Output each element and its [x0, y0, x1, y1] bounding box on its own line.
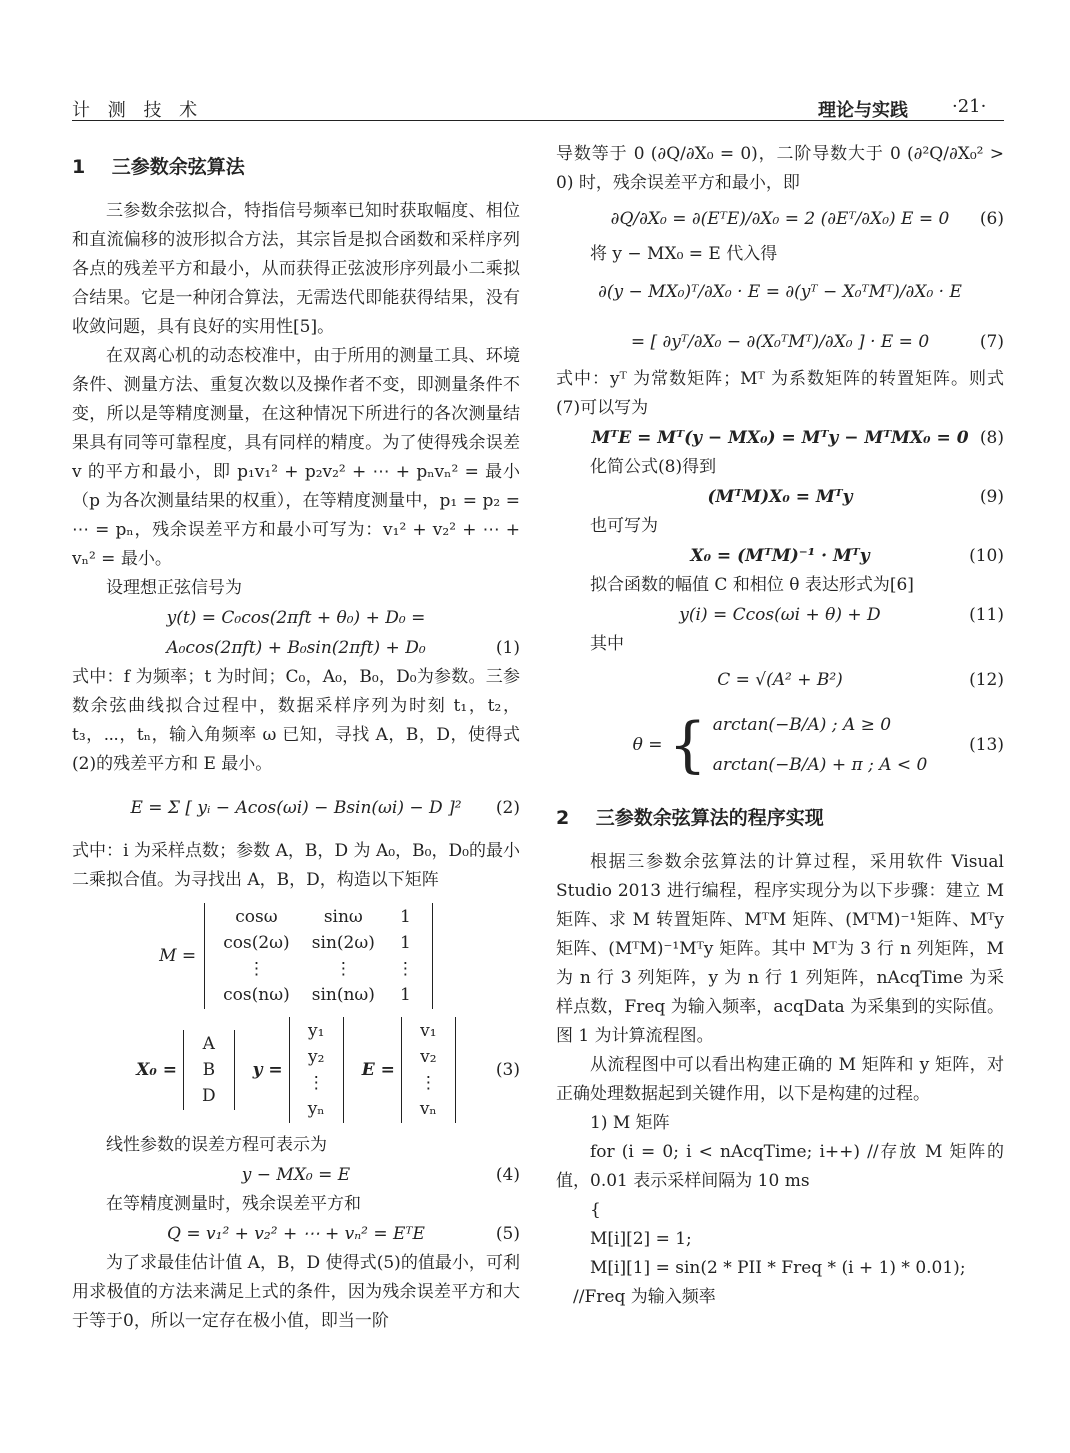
- equation-13: [556, 705, 1004, 785]
- equation-number: (2): [495, 798, 520, 818]
- header-rule: [72, 120, 1004, 121]
- equation-7: [556, 277, 1004, 357]
- matrix-cell: 1: [399, 933, 411, 953]
- equation-1: [72, 603, 520, 663]
- section-label: 理论与实践: [818, 100, 908, 121]
- left-column: [72, 140, 520, 1336]
- matrix-cell: v₂: [420, 1047, 437, 1067]
- case-line: arctan(−B/A) ; A ≥ 0: [712, 715, 892, 735]
- paragraph: 设理想正弦信号为: [106, 578, 242, 598]
- vectors-equation-3: [72, 1017, 520, 1123]
- code-line: //Freq 为输入频率: [573, 1287, 716, 1307]
- equation-4: [72, 1160, 520, 1190]
- page-number: ·21·: [952, 96, 987, 117]
- matrix-cell: sin(2ω): [311, 933, 375, 953]
- equation-line: ∂(y − MX₀)ᵀ/∂X₀ · E = ∂(yᵀ − X₀ᵀMᵀ)/∂X₀ · E: [598, 282, 962, 302]
- equation-9: [556, 482, 1004, 512]
- matrix-cell: cos(2ω): [223, 933, 290, 953]
- paragraph: 式中：yᵀ 为常数矩阵；Mᵀ 为系数矩阵的转置矩阵。则式(7)可以写为: [556, 369, 1004, 418]
- matrix-cell: ⋮: [396, 959, 414, 979]
- section-number: 2: [556, 807, 570, 829]
- matrix-cell: cos(nω): [223, 985, 290, 1005]
- paragraph: 将 y − MX₀ = E 代入得: [590, 244, 778, 264]
- equation-line: A₀cos(2πft) + B₀sin(2πft) + D₀: [166, 638, 426, 658]
- matrix-M: [72, 903, 520, 1009]
- equation-number: (1): [495, 638, 520, 658]
- paragraph: 线性参数的误差方程可表示为: [106, 1135, 327, 1155]
- matrix-cell: 1: [399, 907, 411, 927]
- paragraph: 式中：f 为频率；t 为时间；C₀，A₀，B₀，D₀为参数。三参数余弦曲线拟合过程中，数据采样序列为时刻 t₁，t₂，t₃，⋯，tₙ，输入角频率 ω 已知，寻找 A，B，D，使得式(2)的残差平方和 E 最小。: [72, 667, 520, 774]
- code-line: M[i][1] = sin(2 * PII * Freq * (i + 1) * 0.01);: [590, 1258, 966, 1278]
- code-line: for (i = 0; i < nAcqTime; i++) //存放 M 矩阵的值，0.01 表示采样间隔为 10 ms: [556, 1142, 1004, 1191]
- brace-symbol: {: [668, 710, 707, 780]
- paragraph: 1) M 矩阵: [590, 1113, 670, 1133]
- matrix-cell: v₁: [420, 1021, 437, 1041]
- paragraph: 化简公式(8)得到: [590, 457, 717, 477]
- matrix-cell: B: [202, 1060, 216, 1080]
- matrix-cell: sinω: [323, 907, 363, 927]
- matrix-cell: A: [202, 1034, 215, 1054]
- equation-5: [72, 1219, 520, 1249]
- vector-label: X₀ =: [136, 1060, 177, 1080]
- matrix-cell: D: [202, 1086, 216, 1106]
- vector-label: y =: [252, 1060, 283, 1080]
- matrix-cell: y₁: [307, 1021, 325, 1041]
- paragraph: 在双离心机的动态校准中，由于所用的测量工具、环境条件、测量方法、重复次数以及操作者不变，即测量条件不变，所以是等精度测量，在这种情况下所进行的各次测量结果具有同等可靠程度，具有同样的精度。为了使得残余误差 v 的平方和最小，即 p₁v₁² + p₂v₂² + ⋯ + pₙvₙ² = 最小（p 为各次测量结果的权重），在等精度测量中，p₁ = p₂ = ⋯ = pₙ，残余误差平方和最小可写为：v₁² + v₂² + ⋯ + vₙ² = 最小。: [72, 346, 520, 569]
- paragraph: 为了求最佳估计值 A，B，D 使得式(5)的值最小，可利用求极值的方法来满足上式的条件，因为残余误差平方和大于等于0，所以一定存在极小值，即当一阶: [72, 1253, 520, 1331]
- paragraph: 根据三参数余弦算法的计算过程，采用软件 Visual Studio 2013 进行编程，程序实现分为以下步骤：建立 M 矩阵、求 M 转置矩阵、MᵀM 矩阵、(MᵀM)⁻¹矩阵、Mᵀy 矩阵、(MᵀM)⁻¹Mᵀy 矩阵。其中 Mᵀ为 3 行 n 列矩阵，M 为 n 行 3 列矩阵，y 为 n 行 1 列矩阵，nAcqTime 为采样点数，Freq 为输入频率，acqData 为采集到的实际值。图 1 为计算流程图。: [556, 852, 1004, 1046]
- paragraph: 导数等于 0 (∂Q/∂X₀ = 0)，二阶导数大于 0 (∂²Q/∂X₀² > 0) 时，残余误差平方和最小，即: [556, 144, 1004, 193]
- equation-body: C = √(A² + B²): [717, 670, 843, 690]
- section-1-heading: [72, 152, 520, 179]
- equation-number: (9): [979, 487, 1004, 507]
- vector-y: [289, 1017, 344, 1123]
- equation-line: y(t) = C₀cos(2πft + θ₀) + D₀ =: [166, 608, 426, 628]
- matrix-cell: ⋮: [247, 959, 265, 979]
- equation-11: [556, 600, 1004, 630]
- equation-body: MᵀE = Mᵀ(y − MX₀) = Mᵀy − MᵀMX₀ = 0: [591, 428, 969, 448]
- code-block: [556, 1138, 1004, 1312]
- equation-body: X₀ = (MᵀM)⁻¹ · Mᵀy: [690, 546, 870, 566]
- matrix-cell: ⋮: [307, 1073, 325, 1093]
- equation-body: Q = v₁² + v₂² + ⋯ + vₙ² = EᵀE: [167, 1224, 425, 1244]
- equation-12: [556, 665, 1004, 695]
- matrix-table: [204, 903, 433, 1009]
- matrix-cell: cosω: [235, 907, 278, 927]
- matrix-cell: 1: [399, 985, 411, 1005]
- equation-8: [556, 423, 1004, 453]
- equation-number: (10): [969, 546, 1004, 566]
- matrix-cell: ⋮: [334, 959, 352, 979]
- paragraph: 拟合函数的幅值 C 和相位 θ 表达形式为[6]: [590, 575, 914, 595]
- journal-name: 计 测 技 术: [72, 100, 204, 121]
- equation-number: (4): [495, 1165, 520, 1185]
- vector-E: [401, 1017, 456, 1123]
- equation-body: (MᵀM)X₀ = Mᵀy: [707, 487, 853, 507]
- equation-body: y − MX₀ = E: [241, 1165, 351, 1185]
- section-title: 三参数余弦算法的程序实现: [595, 807, 824, 829]
- paragraph: 也可写为: [590, 516, 658, 536]
- code-line: {: [590, 1200, 601, 1220]
- matrix-cell: ⋮: [419, 1073, 437, 1093]
- equation-2: [72, 793, 520, 823]
- matrix-cell: vₙ: [419, 1099, 437, 1119]
- equation-body: y(i) = Ccos(ωi + θ) + D: [679, 605, 881, 625]
- paragraph: 从流程图中可以看出构建正确的 M 矩阵和 y 矩阵，对正确处理数据起到关键作用，以下是构建的过程。: [556, 1055, 1004, 1104]
- equation-number: (3): [495, 1060, 520, 1080]
- equation-number: (8): [979, 428, 1004, 448]
- paragraph: 其中: [590, 634, 624, 654]
- paragraph: 式中：i 为采样点数；参数 A，B，D 为 A₀，B₀，D₀的最小二乘拟合值。为寻找出 A，B，D，构造以下矩阵: [72, 841, 520, 890]
- matrix-cell: sin(nω): [311, 985, 375, 1005]
- equation-number: (7): [979, 332, 1004, 352]
- equation-body: E = Σ [ yᵢ − Acos(ωi) − Bsin(ωi) − D ]²: [130, 798, 462, 818]
- paragraph: 在等精度测量时，残余误差平方和: [106, 1194, 361, 1214]
- right-column: [556, 140, 1004, 1312]
- equation-label: θ =: [632, 735, 663, 755]
- equation-number: (12): [969, 670, 1004, 690]
- case-line: arctan(−B/A) + π ; A < 0: [712, 755, 928, 775]
- equation-6: [556, 204, 1004, 234]
- equation-10: [556, 541, 1004, 571]
- equation-body: ∂Q/∂X₀ = ∂(EᵀE)/∂X₀ = 2 (∂Eᵀ/∂X₀) E = 0: [610, 209, 950, 229]
- equation-number: (5): [495, 1224, 520, 1244]
- section-number: 1: [72, 156, 86, 178]
- matrix-cell: y₂: [307, 1047, 325, 1067]
- section-2-heading: [556, 803, 1004, 830]
- equation-number: (6): [979, 209, 1004, 229]
- code-line: M[i][2] = 1;: [590, 1229, 692, 1249]
- vector-X0: [183, 1030, 235, 1110]
- equation-line: = [ ∂yᵀ/∂X₀ − ∂(X₀ᵀMᵀ)/∂X₀ ] · E = 0: [630, 332, 930, 352]
- equation-number: (13): [969, 735, 1004, 755]
- equation-number: (11): [969, 605, 1004, 625]
- vector-label: E =: [361, 1060, 395, 1080]
- matrix-label: M =: [159, 946, 197, 966]
- paragraph: 三参数余弦拟合，特指信号频率已知时获取幅度、相位和直流偏移的波形拟合方法，其宗旨是拟合函数和采样序列各点的残差平方和最小，从而获得正弦波形序列最小二乘拟合结果。它是一种闭合算法，无需迭代即能获得结果，没有收敛问题，具有良好的实用性[5]。: [72, 201, 520, 337]
- matrix-cell: yₙ: [307, 1099, 325, 1119]
- section-title: 三参数余弦算法: [111, 156, 245, 178]
